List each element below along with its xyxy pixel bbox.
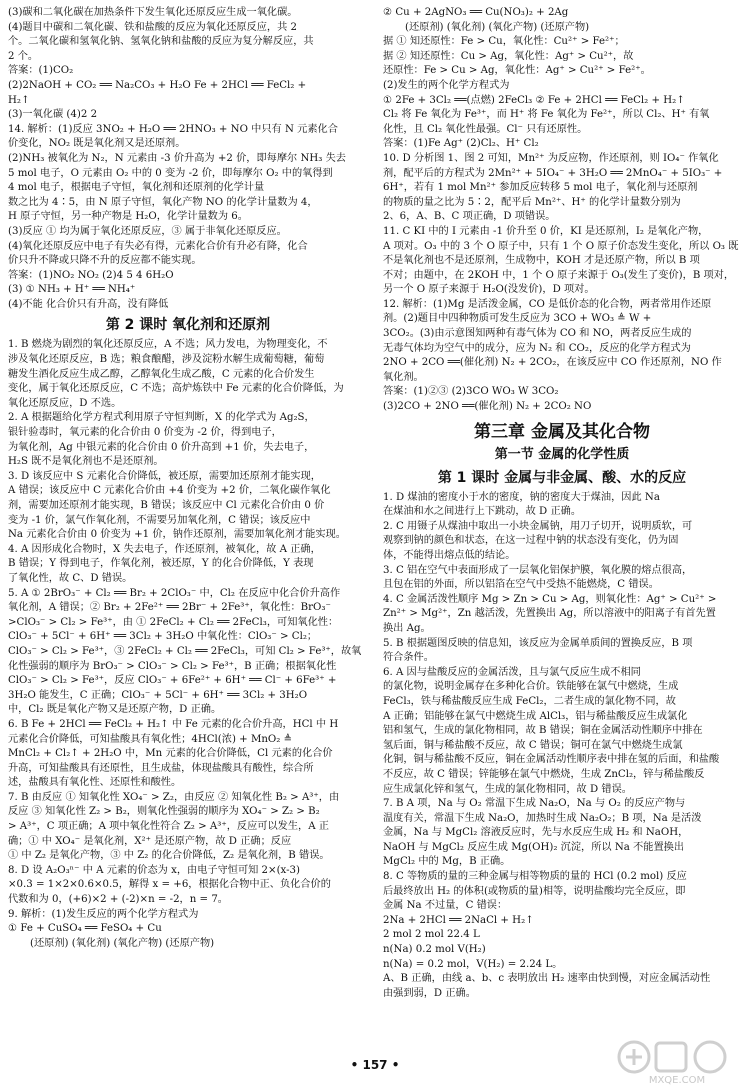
text-line: Zn²⁺ > Mg²⁺，Zn 越活泼，先置换出 Ag，所以溶液中的阳离子有首先置 <box>383 608 716 620</box>
text-line: 金属，Na 与 MgCl₂ 溶液反应时，先与水反应生成 H₂ 和 NaOH， <box>383 827 689 839</box>
text-line: 升高，可知盐酸具有还原性，且生成盐，体现盐酸具有酸性，综合所 <box>8 762 314 774</box>
text-line: 2、6，A、B、C 项正确，D 项错误。 <box>383 211 556 223</box>
text-line: 答案：(1)Fe Ag⁺ (2)Cl₂、H⁺ Cl₂ <box>383 138 539 150</box>
text-line: 温度有关，常温下生成 Na₂O，加热时生成 Na₂O₂；B 项，Na 是活泼 <box>383 812 702 824</box>
text-line: 另一个 O 原子来源于 H₂O(没发价)，D 项对。 <box>383 284 595 296</box>
text-line: Cl₂ 将 Fe 氧化为 Fe³⁺，而 H⁺ 将 Fe 氧化为 Fe²⁺，所以 Cl₂、H⁺ 有氧 <box>383 109 710 121</box>
text-line: 述，盐酸具有氧化性、还原性和酸性。 <box>8 777 182 789</box>
text-line: 8. D 设 A₂O₃ⁿ⁻ 中 A 元素的价态为 x，由电子守恒可知 2×(x-3) <box>8 864 301 876</box>
text-line: 剂，需要加还原剂才能实现，B 错误；该反应中 Cl 元素化合价由 0 价 <box>8 500 325 511</box>
text-line: A、B 正确，由线 a、b、c 表明放出 H₂ 速率由快到慢，对应金属活动性 <box>383 973 711 985</box>
text-line: 价变化，NO₂ 既是氧化剂又是还原剂。 <box>8 138 186 150</box>
text-line: 反应 ③ 知氧化性 Z₂ > B₂，则氧化性强弱的顺序为 XO₄⁻ > Z₂ > B₂ <box>8 806 320 818</box>
text-line: 氢后面，铜与稀盐酸不反应，故 C 错误；铜可在氯气中燃烧生成氯 <box>383 739 683 751</box>
text-line: 还原性：Fe > Cu > Ag，氧化性：Ag⁺ > Cu²⁺ > Fe²⁺。 <box>383 65 651 77</box>
text-line: 4. A 因形成化合物时，X 失去电子，作还原剂，被氧化，故 A 正确， <box>8 543 321 555</box>
text-line: > A³⁺，C 项正确；A 项中氧化性符合 Z₂ > A³⁺，反应可以发生，A 正 <box>8 821 329 833</box>
text-line: 9. 解析：(1)发生反应的两个化学方程式为 <box>8 908 199 920</box>
text-line: 3. D 该反应中 S 元素化合价降低，被还原，需要加还原剂才能实现， <box>8 470 321 482</box>
text-line: 氧化剂，A 错误；② Br₂ + 2Fe²⁺ ══ 2Br⁻ + 2Fe³⁺，氧化性：BrO₃⁻ <box>8 602 331 614</box>
text-line: MnCl₂ + Cl₂↑ + 2H₂O 中，Mn 元素的化合价降低，Cl 元素的化合价 <box>8 748 333 760</box>
text-line: (3)2CO + 2NO ══(催化剂) N₂ + 2CO₂ NO <box>383 401 592 413</box>
text-line: 观察到钠的颜色和状态，在这一过程中钠的状态没有变化，仍为固 <box>383 535 679 547</box>
text-line: 2NO + 2CO ══(催化剂) N₂ + 2CO₂，在该反应中 CO 作还原剂，NO 作 <box>383 357 722 369</box>
text-line: 换出 Ag。 <box>383 622 431 634</box>
text-line: 5. A ① 2BrO₃⁻ + Cl₂ ══ Br₂ + 2ClO₃⁻ 中，Cl₂ 在反应中化合价升高作 <box>8 587 341 599</box>
text-line: MgCl₂ 中的 Mg，B 正确。 <box>383 856 511 868</box>
text-line: 银针验毒时，氧元素的化合价由 0 价变为 -2 价，得到电子， <box>8 427 282 439</box>
text-line: ① Fe + CuSO₄ ══ FeSO₄ + Cu <box>8 923 162 935</box>
text-line: NaOH 与 MgCl₂ 反应生成 Mg(OH)₂ 沉淀，所以 Na 不能置换出 <box>383 841 685 853</box>
text-line: 涉及氧化还原反应，B 选；粮食酿醋，涉及淀粉水解生成葡萄糖，葡萄 <box>8 354 325 366</box>
text-line: 化性，且 Cl₂ 氧化性最强。Cl⁻ 只有还原性。 <box>383 123 588 135</box>
text-line: 剂。(2)题目中四种物质可发生反应为 3CO + WO₃ ≜ W + <box>383 313 652 325</box>
text-line: Na 元素化合价由 0 价变为 +1 价，钠作还原剂，需要加氧化剂才能实现。 <box>8 529 346 541</box>
text-line: (还原剂) (氧化剂) (氧化产物) (还原产物) <box>30 937 215 949</box>
text-line: 金属 Na 不过量，C 错误： <box>383 900 508 912</box>
chapter-heading: 第三章 金属及其化合物 <box>474 421 650 442</box>
text-line: (2)NH₃ 被氧化为 N₂，N 元素由 -3 价升高为 +2 价，即每摩尔 NH₃ 失去 <box>8 152 346 164</box>
text-line: ClO₃⁻ > Cl₂ > Fe³⁺，反应 ClO₃⁻ + 6Fe²⁺ + 6H⁺ ══ Cl⁻ + 6Fe³⁺ + <box>8 675 337 687</box>
text-line: (2)2NaOH + CO₂ ══ Na₂CO₃ + H₂O Fe + 2HCl ══ FeCl₂ + <box>8 79 307 91</box>
text-line: 符合条件。 <box>383 652 434 664</box>
text-line: 的物质的量之比为 5∶2，配平后 Mn²⁺、H⁺ 的化学计量数分别为 <box>383 196 681 208</box>
text-line: A 项对。O₃ 中的 3 个 O 原子中，只有 1 个 O 原子价态发生变化，所以 O₃ 既 <box>383 240 739 252</box>
text-line: 2 mol 2 mol 22.4 L <box>383 929 480 941</box>
text-line: 不反应，故 C 错误；锌能够在氯气中燃烧，生成 ZnCl₂，锌与稀盐酸反 <box>383 768 705 780</box>
text-line: 变化，属于氧化还原反应，C 不选；高炉炼铁中 Fe 元素的化合价降低，为 <box>8 383 344 395</box>
text-line: 应生成氯化锌和氢气，生成的氯化物相同，故 D 错误。 <box>383 783 632 795</box>
text-line: >ClO₃⁻ > Cl₂ > Fe³⁺，由 ① 2FeCl₂ + Cl₂ ══ 2FeCl₃，可知氧化性： <box>8 616 339 628</box>
text-line: 了氧化性，故 C、D 错误。 <box>8 572 133 584</box>
text-line: (4)题目中碳和二氧化碳、铁和盐酸的反应为氧化还原反应，共 2 <box>8 21 298 33</box>
text-line: 数之比为 4∶5，由 N 原子守恒，氧化产物 NO 的化学计量数为 4， <box>8 196 318 208</box>
lesson-heading: 第 2 课时 氧化剂和还原剂 <box>105 317 271 334</box>
text-line: 8. C 等物质的量的三种金属与相等物质的量的 HCl (0.2 mol) 反应 <box>383 871 687 883</box>
text-line: H 原子守恒，另一种产物是 H₂O，化学计量数为 6。 <box>8 211 248 223</box>
text-line: 的氯化物，说明金属存在多种化合价。铁能够在氯气中燃烧，生成 <box>383 681 679 693</box>
section-heading: 第一节 金属的化学性质 <box>494 446 630 462</box>
text-line: 2. A 根据题给化学方程式利用原子守恒判断，X 的化学式为 Ag₂S， <box>8 412 315 424</box>
text-line: 且包在铝的外面，所以铝箔在空气中受热不能燃烧，C 错误。 <box>383 579 659 591</box>
text-line: 7. B 由反应 ① 知氧化性 XO₄⁻ > Z₂，由反应 ② 知氧化性 B₂ > A³⁺，由 <box>8 791 340 803</box>
text-line: ① 中 Z₂ 是氧化产物，③ 中 Z₂ 的化合价降低，Z₂ 是氧化剂，B 错误。 <box>8 850 330 862</box>
text-line: 化性强弱的顺序为 BrO₃⁻ > ClO₃⁻ > Cl₂ > Fe³⁺，B 正确；根据氧化性 <box>8 660 337 672</box>
text-line: (3)碳和二氧化碳在加热条件下发生氧化还原反应生成一氧化碳。 <box>8 7 298 18</box>
text-line: 无毒气体均为空气中的成分，应为 N₂ 和 CO₂，反应的化学方程式为 <box>383 342 691 354</box>
text-line: ① 2Fe + 3Cl₂ ══(点燃) 2FeCl₃ ② Fe + 2HCl ══ FeCl₂ + H₂↑ <box>383 94 685 106</box>
text-line: 由强到弱，D 正确。 <box>383 987 476 999</box>
text-line: 答案：(1)②③ (2)3CO WO₃ W 3CO₂ <box>383 386 559 398</box>
text-line: 4. C 金属活泼性顺序 Mg > Zn > Cu > Ag，则氧化性：Ag⁺ > Cu²⁺ > <box>383 593 717 605</box>
text-line: 化铜，铜与稀盐酸不反应，铜在金属活动性顺序表中排在氢的后面，和盐酸 <box>383 754 720 766</box>
text-line: 1. B 燃烧为剧烈的氧化还原反应，A 不选；风力发电，为物理变化，不 <box>8 339 328 351</box>
text-line: H₂↑ <box>8 94 30 106</box>
text-line: 6. A 因与盐酸反应的金属活泼，且与氯气反应生成不相同 <box>383 666 641 678</box>
text-line: 3CO₂。(3)由示意图知两种有毒气体为 CO 和 NO，两者反应生成的 <box>383 328 692 340</box>
page-number: • 157 • <box>350 1058 400 1072</box>
text-line: 10. D 分析图 1、图 2 可知，Mn²⁺ 为反应物，作还原剂，则 IO₄⁻ 作氧化 <box>383 152 719 164</box>
text-line: (3) ① NH₃ + H⁺ ══ NH₄⁺ <box>8 284 136 296</box>
text-line: 5 mol 电子，O 元素由 O₂ 中的 0 变为 -2 价，即每摩尔 O₂ 中的氧得到 <box>8 167 333 179</box>
text-line: 答案：(1)NO₂ NO₂ (2)4 5 4 6H₂O <box>8 269 174 281</box>
text-line: 中，Cl₂ 既是氧化产物又是还原产物，D 正确。 <box>8 704 222 716</box>
text-line: A 正确；铝能够在氯气中燃烧生成 AlCl₃，铝与稀盐酸反应生成氯化 <box>383 710 688 722</box>
text-line: n(Na) 0.2 mol V(H₂) <box>383 944 486 956</box>
text-line: n(Na) = 0.2 mol，V(H₂) = 2.24 L。 <box>383 958 563 970</box>
text-line: ② Cu + 2AgNO₃ ══ Cu(NO₃)₂ + 2Ag <box>383 7 569 18</box>
text-line: FeCl₃，铁与稀盐酸反应生成 FeCl₂，二者生成的氯化物不同，故 <box>383 695 676 707</box>
text-line: 价只升不降或只降不升的反应都不能实现。 <box>8 255 202 267</box>
text-line: A 错误；该反应中 C 元素化合价由 +4 价变为 +2 价，二氧化碳作氧化 <box>8 485 331 497</box>
lesson-heading: 第 1 课时 金属与非金属、酸、水的反应 <box>437 469 687 486</box>
text-line: 在煤油和水之间进行上下跳动，故 D 正确。 <box>383 506 582 518</box>
watermark-logo <box>612 1033 742 1085</box>
text-line: 6H⁺，若有 1 mol Mn²⁺ 参加反应转移 5 mol 电子，氧化剂与还原剂 <box>383 182 698 194</box>
text-line: 12. 解析：(1)Mg 是活泼金属，CO 是低价态的化合物，两者常用作还原 <box>383 298 712 310</box>
text-line: (3)一氧化碳 (4)2 2 <box>8 109 98 121</box>
text-line: 2. C 用镊子从煤油中取出一小块金属钠，用刀子切开，说明质软，可 <box>383 520 693 532</box>
text-line: 糖发生酒化反应生成乙醇，乙醇氧化生成乙酸，C 元素的化合价发生 <box>8 368 315 380</box>
text-line: 元素化合价降低，可知盐酸具有氧化性；4HCl(浓) + MnO₂ ≜ <box>8 733 293 745</box>
text-line: (4)氧化还原反应中电子有失必有得，元素化合价有升必有降，化合 <box>8 240 308 252</box>
text-line: 不是氧化剂也不是还原剂，生成物中，KOH 才是还原产物，所以 B 项 <box>383 255 700 267</box>
text-line: 1. D 煤油的密度小于水的密度，钠的密度大于煤油，因此 Na <box>383 491 660 503</box>
text-line: H₂S 既不是氧化剂也不是还原剂。 <box>8 456 164 468</box>
text-line: 为氧化剂，Ag 中银元素的化合价由 0 价升高到 +1 价，失去电子， <box>8 441 315 453</box>
text-line: 体，不能得出熔点低的结论。 <box>383 550 516 561</box>
text-line: 7. B A 项，Na 与 O₂ 常温下生成 Na₂O，Na 与 O₂ 的反应产物与 <box>383 798 686 810</box>
text-line: 铝和氢气，生成的氯化物相同，故 B 错误；铜在金属活动性顺序中排在 <box>383 725 703 737</box>
text-line: 11. C KI 中的 I 元素由 -1 价升至 0 价，KI 是还原剂，I₂ 是氧化产物， <box>383 225 709 237</box>
text-line: (4)不能 化合价只有升高，没有降低 <box>8 298 169 310</box>
text-line: 2 个。 <box>8 50 39 62</box>
text-line: ×0.3 = 1×2×0.6×0.5，解得 x = +6，根据化合物中正、负化合价的 <box>8 879 331 891</box>
left-column <box>8 6 368 951</box>
text-line: 剂，配平后的方程式为 2Mn²⁺ + 5IO₄⁻ + 3H₂O ══ 2MnO₄⁻ + 5IO₃⁻ + <box>383 167 723 179</box>
text-line: 个。二氧化碳和氢氧化钠、氢氧化钠和盐酸的反应为复分解反应，共 <box>8 36 314 48</box>
text-line: 氧化剂。 <box>383 371 424 383</box>
text-line: 4 mol 电子，根据电子守恒，氧化剂和还原剂的化学计量 <box>8 182 265 194</box>
text-line: (2)发生的两个化学方程式为 <box>383 79 510 91</box>
text-line: 答案：(1)CO₂ <box>8 65 74 77</box>
text-line: 后最终放出 H₂ 的体积(或物质的量)相等，说明盐酸均完全反应，即 <box>383 885 686 897</box>
text-line: 5. B 根据题图反映的信息知，该反应为金属单质间的置换反应，B 项 <box>383 637 693 649</box>
svg-text:MXQE.COM: MXQE.COM <box>648 1075 706 1085</box>
text-line: ClO₃⁻ + 5Cl⁻ + 6H⁺ ══ 3Cl₂ + 3H₂O 中氧化性：ClO₃⁻ > Cl₂； <box>8 631 318 643</box>
right-column <box>383 6 741 1001</box>
text-line: (3)反应 ① 均为属于氧化还原反应，③ 属于非氧化还原反应。 <box>8 225 287 237</box>
text-line: 变为 -1 价，氯气作氧化剂，不需要另加氧化剂，C 错误；该反应中 <box>8 514 311 526</box>
text-line: 确；① 中 XO₄⁻ 是氧化剂，X²⁺ 是还原产物，故 D 正确；反应 <box>8 835 292 847</box>
text-line: 3H₂O 能发生，C 正确；ClO₃⁻ + 5Cl⁻ + 6H⁺ ══ 3Cl₂ + 3H₂O <box>8 689 308 701</box>
text-line: 2Na + 2HCl ══ 2NaCl + H₂↑ <box>383 914 534 926</box>
text-line: 14. 解析：(1)反应 3NO₂ + H₂O ══ 2HNO₃ + NO 中只有 N 元素化合 <box>8 123 338 135</box>
text-line: 代数和为 0，(+6)×2 + (-2)×n = -2，n = 7。 <box>8 894 228 906</box>
text-line: B 错误；Y 得到电子，作氧化剂，被还原，Y 的化合价降低，Y 表现 <box>8 558 314 570</box>
text-line: (还原剂) (氧化剂) (氧化产物) (还原产物) <box>405 21 590 33</box>
text-line: 3. C 铝在空气中表面形成了一层氧化铝保护膜，氧化膜的熔点很高， <box>383 564 693 576</box>
text-line: 据 ② 知还原性：Cu > Ag，氧化性：Ag⁺ > Cu²⁺，故 <box>383 50 634 62</box>
text-line: 氧化还原反应，D 不选。 <box>8 397 122 409</box>
text-line: 据 ① 知还原性：Fe > Cu，氧化性：Cu²⁺ > Fe²⁺； <box>383 36 625 48</box>
text-line: 6. B Fe + 2HCl ══ FeCl₂ + H₂↑ 中 Fe 元素的化合价升高，HCl 中 H <box>8 718 339 730</box>
text-line: 不对；由题中，在 2KOH 中，1 个 O 原子来源于 O₃(发生了变价)，B 项对， <box>383 269 735 281</box>
text-line: ClO₃⁻ > Cl₂ > Fe³⁺，③ 2FeCl₂ + Cl₂ ══ 2FeCl₃，可知 Cl₂ > Fe³⁺，故氧 <box>8 645 362 657</box>
